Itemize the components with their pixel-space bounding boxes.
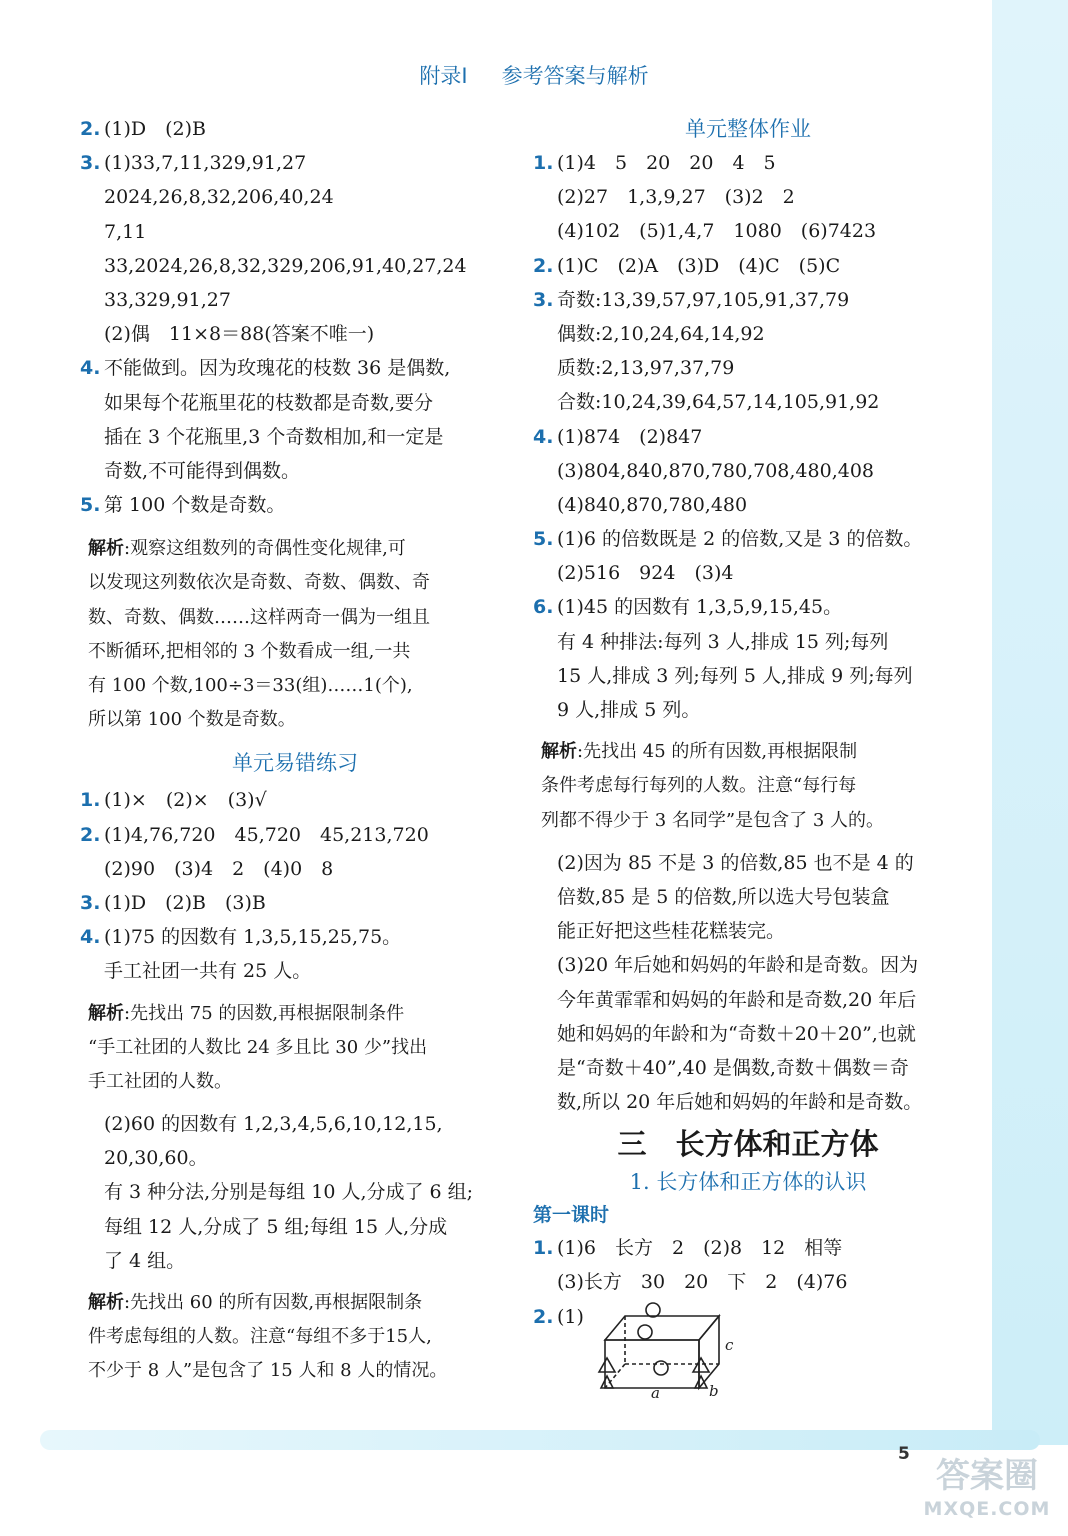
cuboid-figure [593, 1302, 743, 1398]
explanation-4: 解析:先找出 45 的所有因数,再根据限制 [541, 741, 858, 763]
bottom-decoration-bar [40, 1430, 1040, 1450]
answer-line: (2)27 1,3,9,27 (3)2 2 [557, 186, 795, 209]
watermark-logo [912, 1455, 1062, 1531]
figure-label-c: c [725, 1336, 734, 1354]
answer-line: 她和妈妈的年龄和为“奇数＋20＋20”,也就 [557, 1022, 916, 1045]
watermark-url: MXQE.COM [923, 1498, 1051, 1520]
answer-line: 9 人,排成 5 列。 [557, 699, 701, 721]
hidden-edge [605, 1364, 625, 1388]
answer-line: (4)840,870,780,480 [557, 493, 748, 516]
unit-question-2: 2. (1)C (2)A (3)D (4)C (5)C [533, 254, 841, 277]
explanation-line: 件考虑每组的人数。注意“每组不多于15人, [88, 1326, 432, 1348]
unit-question-1: 1. (1)4 5 20 20 4 5 [533, 152, 776, 174]
explanation-line: 有 100 个数,100÷3＝33(组)……1(个), [88, 675, 413, 696]
answer-line: 20,30,60。 [104, 1147, 208, 1170]
page-header [0, 60, 1068, 90]
section-title-unit-work: 单元整体作业 [685, 117, 811, 141]
chapter-title: 三 长方体和正方体 [617, 1127, 879, 1162]
circle-mark [638, 1325, 652, 1339]
answer-line: 如果每个花瓶里花的枝数都是奇数,要分 [104, 391, 434, 414]
answer-line: 能正好把这些桂花糕装完。 [557, 920, 786, 943]
explanation-line: 手工社团的人数。 [88, 1070, 232, 1092]
question-5: 5. 第 100 个数是奇数。 [80, 494, 286, 517]
page-number: 5 [898, 1444, 910, 1464]
triangle-mark [599, 1358, 615, 1372]
question-2: 2. (1)D (2)B [80, 118, 207, 140]
answer-line: 奇数,不可能得到偶数。 [104, 459, 301, 482]
explanation-2: 解析:先找出 75 的因数,再根据限制条件 [88, 1002, 405, 1024]
answer-line: 数,所以 20 年后她和妈妈的年龄和是奇数。 [557, 1091, 923, 1114]
right-column [533, 112, 963, 1398]
question-4: 4. 不能做到。因为玫瑰花的枝数 36 是偶数, [80, 357, 451, 380]
figure-label-a: a [651, 1384, 660, 1398]
unit-question-6: 6. (1)45 的因数有 1,3,5,9,15,45。 [533, 596, 843, 619]
subchapter-title: 1. 长方体和正方体的认识 [629, 1170, 867, 1195]
lesson-title: 第一课时 [533, 1204, 610, 1227]
answer-line: 有 3 种分法,分别是每组 10 人,分成了 6 组; [104, 1181, 474, 1204]
explanation-line: 不断循环,把相邻的 3 个数看成一组,一共 [88, 640, 411, 662]
answer-line: 手工社团一共有 25 人。 [104, 960, 312, 983]
answer-line: (3)长方 30 20 下 2 (4)76 [557, 1271, 848, 1294]
explanation-line: 数、奇数、偶数……这样两奇一偶为一组且 [88, 606, 430, 628]
question-3: 3. (1)33,7,11,329,91,27 [80, 152, 307, 175]
answer-line: 7,11 [104, 220, 147, 243]
error-question-3: 3. (1)D (2)B (3)B [80, 891, 266, 914]
lesson-question-2: 2. (1) [533, 1305, 584, 1328]
answer-line: 有 4 种排法:每列 3 人,排成 15 列;每列 [557, 630, 889, 653]
answer-line: (2)90 (3)4 2 (4)0 8 [104, 857, 334, 880]
explanation-line: 条件考虑每行每列的人数。注意“每行每 [541, 775, 857, 797]
answer-line: (2)因为 85 不是 3 的倍数,85 也不是 4 的 [557, 851, 914, 874]
header-appendix: 附录Ⅰ [419, 64, 468, 88]
side-decoration-bar [992, 0, 1068, 1445]
left-column [80, 112, 510, 1389]
answer-line: 倍数,85 是 5 的倍数,所以选大号包装盒 [557, 885, 890, 908]
answer-line: (2)偶 11×8＝88(答案不唯一) [104, 323, 375, 346]
header-title: 参考答案与解析 [501, 64, 649, 88]
error-question-1: 1. (1)× (2)× (3)√ [80, 789, 267, 812]
answer-line: (2)60 的因数有 1,2,3,4,5,6,10,12,15, [104, 1113, 443, 1136]
lesson-question-1: 1. (1)6 长方 2 (2)8 12 相等 [533, 1237, 843, 1260]
circle-mark [646, 1303, 660, 1317]
explanation-line: 所以第 100 个数是奇数。 [88, 709, 296, 731]
error-question-2: 2. (1)4,76,720 45,720 45,213,720 [80, 823, 429, 846]
explanation-line: 列都不得少于 3 名同学”是包含了 3 人的。 [541, 809, 884, 831]
explanation-3: 解析:先找出 60 的所有因数,再根据限制条 [88, 1292, 423, 1313]
unit-question-4: 4. (1)874 (2)847 [533, 425, 703, 448]
watermark-text: 答案圈 [936, 1456, 1038, 1496]
answer-line: 今年黄霏霏和妈妈的年龄和是奇数,20 年后 [557, 988, 917, 1011]
error-question-4: 4. (1)75 的因数有 1,3,5,15,25,75。 [80, 926, 402, 949]
answer-line: (3)804,840,870,780,708,480,408 [557, 459, 875, 482]
answer-line: 插在 3 个花瓶里,3 个奇数相加,和一定是 [104, 425, 444, 448]
answer-line: 每组 12 人,分成了 5 组;每组 15 人,分成 [104, 1215, 448, 1238]
answer-line: (4)102 (5)1,4,7 1080 (6)7423 [557, 220, 877, 243]
answer-line: 偶数:2,10,24,64,14,92 [557, 322, 765, 345]
explanation-line: 以发现这列数依次是奇数、奇数、偶数、奇 [88, 572, 430, 594]
explanation-line: “手工社团的人数比 24 多且比 30 少”找出 [88, 1036, 428, 1058]
section-title-errors: 单元易错练习 [232, 751, 358, 776]
figure-label-b: b [709, 1382, 719, 1398]
answer-line: 是“奇数＋40”,40 是偶数,奇数＋偶数＝奇 [557, 1056, 909, 1079]
unit-question-5: 5. (1)6 的倍数既是 2 的倍数,又是 3 的倍数。 [533, 528, 923, 551]
answer-line: 2024,26,8,32,206,40,24 [104, 186, 334, 209]
answer-line: 33,2024,26,8,32,329,206,91,40,27,24 [104, 254, 467, 277]
answer-line: 15 人,排成 3 列;每列 5 人,排成 9 列;每列 [557, 664, 913, 687]
answer-line: 了 4 组。 [104, 1249, 186, 1272]
circle-mark [654, 1361, 668, 1375]
answer-line: (2)516 924 (3)4 [557, 562, 734, 585]
triangle-mark [693, 1358, 709, 1372]
answer-line: 33,329,91,27 [104, 288, 231, 311]
explanation-1: 解析:观察这组数列的奇偶性变化规律,可 [88, 538, 406, 560]
explanation-line: 不少于 8 人”是包含了 15 人和 8 人的情况。 [88, 1360, 448, 1382]
answer-line: 合数:10,24,39,64,57,14,105,91,92 [557, 391, 880, 414]
unit-question-3: 3. 奇数:13,39,57,97,105,91,37,79 [533, 288, 850, 311]
answer-line: 质数:2,13,97,37,79 [557, 357, 735, 380]
answer-line: (3)20 年后她和妈妈的年龄和是奇数。因为 [557, 954, 919, 977]
